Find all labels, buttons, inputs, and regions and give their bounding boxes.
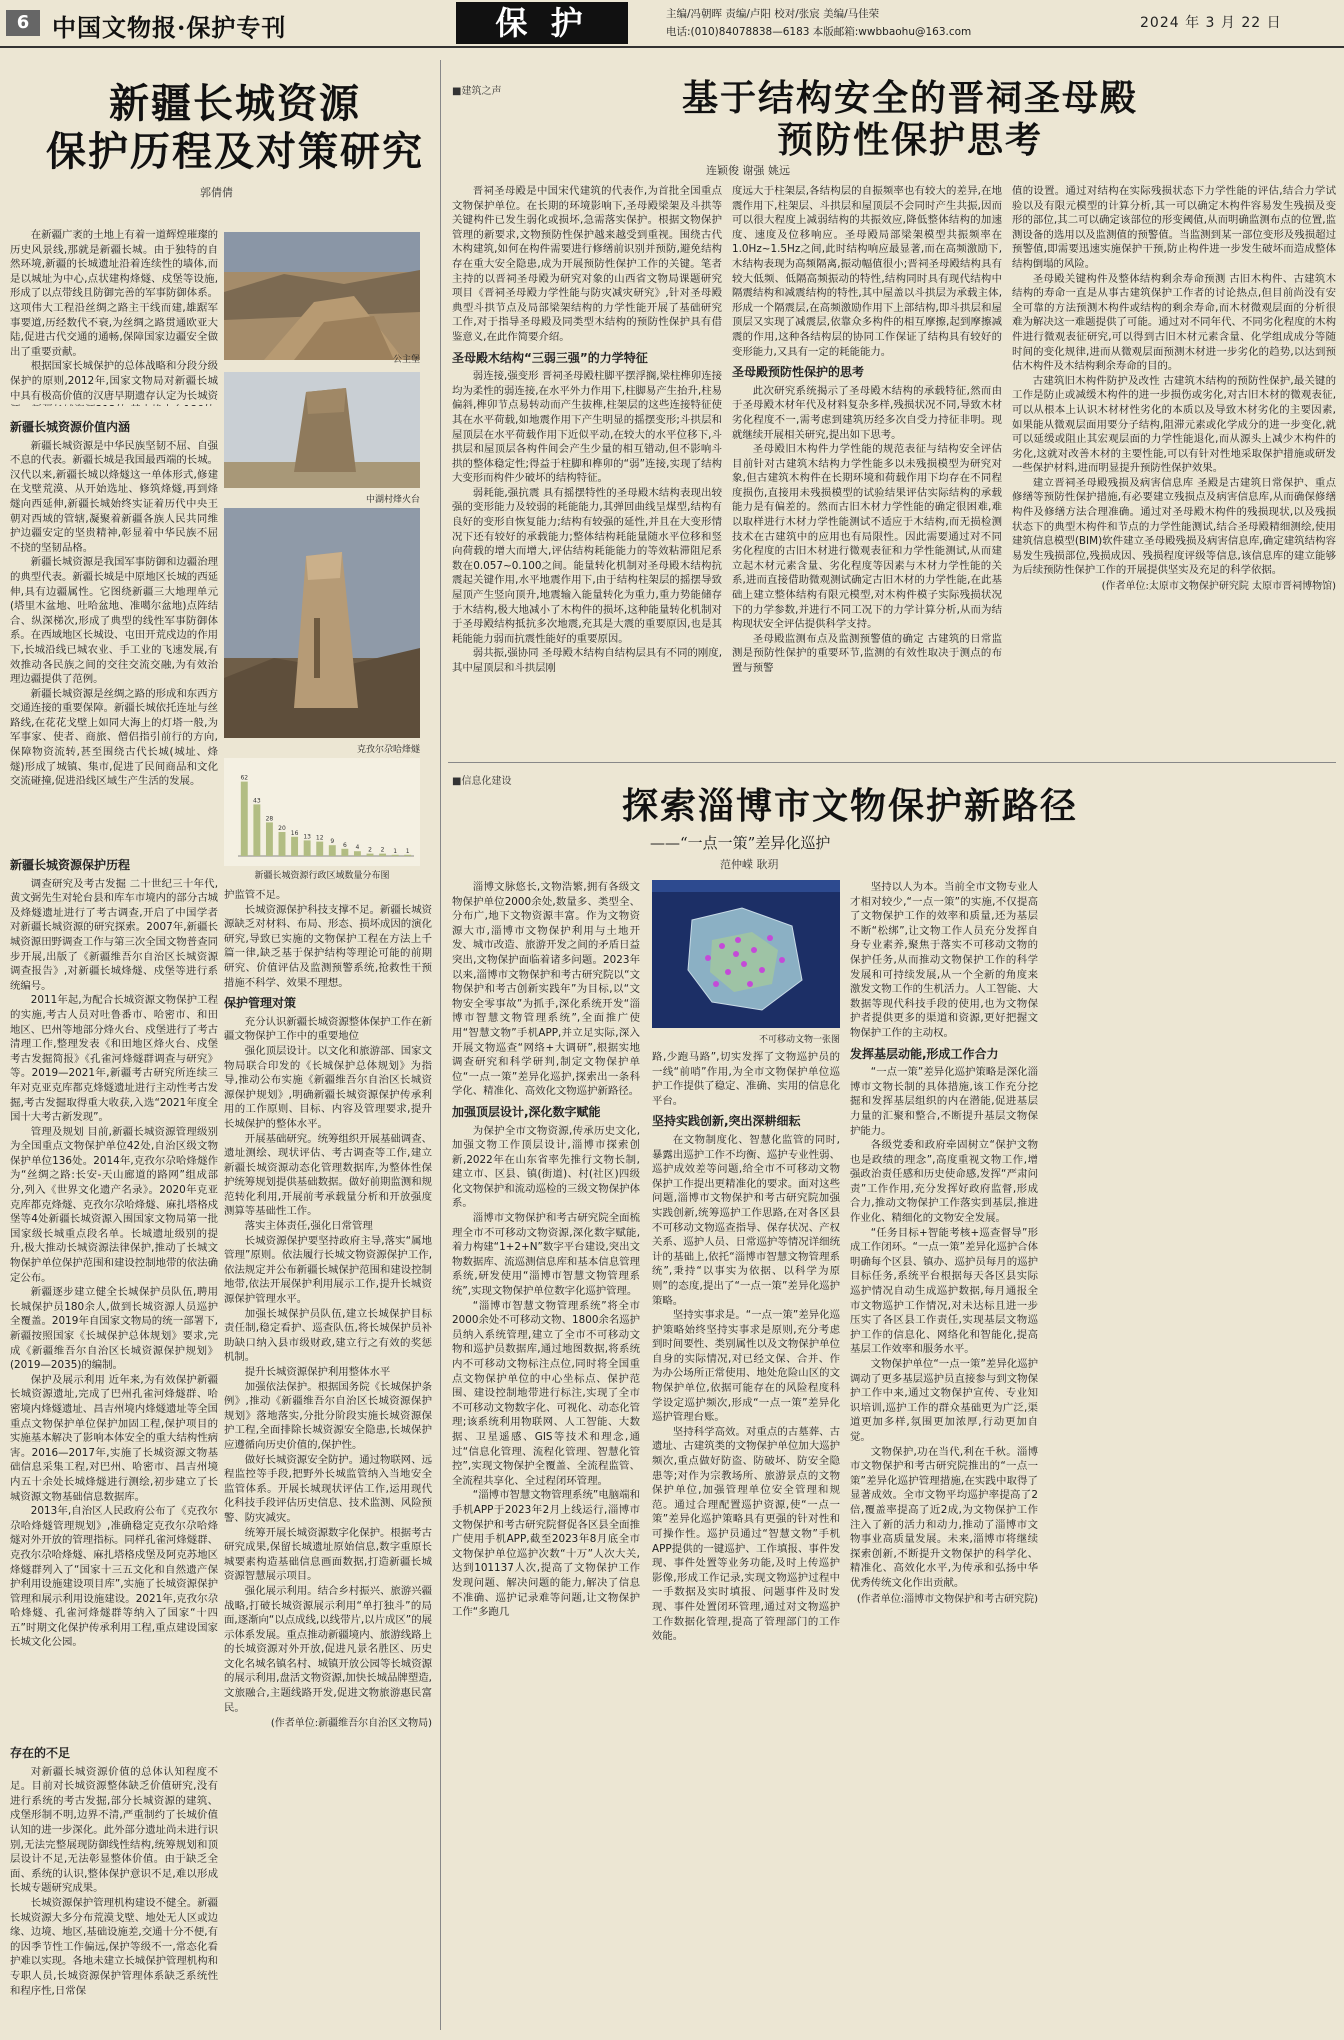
paragraph: 文物保护单位“一点一策”差异化巡护调动了更多基层巡护员直接参与到文物保护工作中来,通过文物保护宣传、专业知识培训,巡护工作的群众基础更为广泛,渠道更加多样,氛围更加浓厚,行动更加自觉。: [850, 1358, 1038, 1443]
chart-data-label: 16: [290, 829, 299, 837]
paragraph: 新疆长城资源是我国军事防御和边疆治理的典型代表。新疆长城是中原地区长城的西延伸,具有边疆属性。它图绕新疆三大地理单元(塔里木盆地、吐哈盆地、准噶尔盆地)点阵结合、纵深梯次,形成了典型的线性军事防御体系。在西域地区长城设、屯田开荒戍边的作用下,长城沿线已城农业、手工业的飞速发展,有效推动各民族之间的交往交流交融,为有效治理边疆提供了范例。: [10, 556, 218, 686]
chart-bar: [392, 855, 399, 856]
chart-data-label: 2: [368, 846, 372, 854]
photo-zhonghucun: [224, 372, 420, 488]
article1-section2: [10, 852, 218, 1732]
paragraph: 度远大于柱架层,各结构层的自振频率也有较大的差异,在地震作用下,柱架层、斗拱层和屋顶层不会同时产生共振,因而可以很大程度上减弱结构的共振效应,降低整体结构的加速度、速度及位移响应。圣母殿局部梁架模型共振频率在1.0Hz~1.5Hz之间,此时结构响应最显著,而在高频激励下,木结构表现为高频隔离,振动幅值很小;晋祠圣母殿结构具有较大低频、低隔高频振动的特性,结构同时具有现代结构中隔震结构和减震结构的特性,其中屋盖以斗拱层为承载主体,形成一个隔震层,在高频激励作用下上部结构,即斗拱层和屋顶层又实现了减震层,依靠众多构件的相互摩擦,起到摩擦减震的作用,这种各结构层的协同工作保证了结构具有较好的变形能力,又具有一定的耗能能力。: [732, 185, 1002, 358]
paragraph: 长城资源保护要坚持政府主导,落实“属地管理”原则。依法履行长城文物资源保护工作,依法规定并公布新疆长城保护范围和建设控制地带,依法开展保护利用展示工作,提升长城资源保护管理水平。: [224, 1234, 432, 1306]
phone: 电话:(010)84078838—6183 本版邮箱:wwbbaohu@163.com: [666, 26, 972, 38]
paragraph: 坚持以人为本。当前全市文物专业人才相对较少,“一点一策”的实施,不仅提高了文物保护工作的效率和质量,还为基层不断“松绑”,让文物工作人员充分发挥自身专业素养,聚焦于落实不可移动文物的保护任务,从而推动文物保护工作的科学发展和可持续发展,从一个全新的角度来激发文物工作的生机活力。人工智能、大数据等现代科技手段的使用,也为文物保护者提供更多的渠道和资源,更好把握文物保护工作的主动权。: [850, 881, 1038, 1039]
photo-kizilgaha: [224, 508, 420, 738]
caption-photo3: 克孜尔尕哈烽燧: [356, 745, 420, 755]
paragraph: 强化顶层设计。以文化和旅游部、国家文物局联合印发的《长城保护总体规划》为指导,推动公布实施《新疆维吾尔自治区长城资源保护规划》,明确新疆长城资源保护传承利用的工作原则、目标、内容及管理要求,提升长城保护的整体水平。: [224, 1044, 432, 1130]
article2-tag: ■建筑之声: [452, 86, 502, 97]
paragraph: 各级党委和政府牵固树立“保护文物也是政绩的理念”,高度重视文物工作,增强政治责任感和历史使命感,发挥“严肃问责”工作作用,充分发挥好政府监督,形成合力,推动文物保护工作落实到基层,推进作业化、精细化的文物安全发展。: [850, 1139, 1038, 1225]
paragraph: 新疆逐步建立健全长城保护员队伍,聘用长城保护员180余人,做到长城资源人员巡护全覆盖。2019年自国家文物局的统一部署下,新疆按照国家《长城保护总体规划》要求,完成《新疆维吾尔自治区长城资源保护规划》(2019—2035)的编制。: [10, 1286, 218, 1372]
chart-bar: [316, 842, 323, 856]
paragraph: “淄博市智慧文物管理系统”将全市2000余处不可移动文物、1800余名巡护员纳入系统管理,建立了全市不可移动文物和巡护员数据库,通过地图数据,将系统内不可移动文物标注点位,同时将全国重点文物保护单位的中心坐标点、保护范围、建设控制地带进行标注,实现了全市不可移动文物数字化、可视化、动态化管理;该系统利用物联网、人工智能、大数据、卫星遥感、GIS等技术和理念,通过“信息化管理、流程化管理、智慧化管控”,实现文物保护全覆盖、全流程监管、全流程共享化、全过程闭环管理。: [452, 1299, 640, 1487]
paragraph: 长城资源保护管理机构建设不健全。新疆长城资源大多分布荒漠戈壁、地处无人区或边缘、边境、地区,基础设施差,交通十分不便,有的因季节性工作偏远,保护等级不一,常态化看护难以实现。各地未建立长城保护管理机构和专职人员,长城资源保护管理体系缺乏系统性和程序性,日常保: [10, 1896, 218, 1997]
issue-date: 2024 年 3 月 22 日: [1140, 15, 1282, 31]
section-heading: 加强顶层设计,深化数字赋能: [452, 1104, 601, 1119]
article3-column2: [652, 1050, 840, 2030]
paragraph: 保护及展示利用 近年来,为有效保护新疆长城资源遗址,完成了巴州孔雀河烽燧群、哈密境内烽燧遗址、昌吉州境内烽燧遗址等全国重点文物保护单位保护加固工程,保护项目的实施基本解决了影响本体安全的重大结构性病害。2016—2017年,实施了长城资源文物基础信息采集工程,对巴州、哈密市、昌吉州境内五十余处长城烽燧进行测绘,初步建立了长城资源文物基础信息数据库。: [10, 1373, 218, 1503]
chart-bar: [266, 822, 273, 856]
chart-data-label: 12: [315, 834, 324, 842]
chart-bar: [341, 849, 348, 856]
section-heading: 发挥基层动能,形成工作合力: [850, 1046, 999, 1061]
paragraph: 建立晋祠圣母殿残损及病害信息库 圣殿是古建筑日常保护、重点修缮等预防性保护措施,有必要建立残损点及病害信息库,从而确保修缮构件及修缮方法合理准确。通过对圣母殿木构件的残损现状,以及残损状态下的典型木构件和节点的力学性能测试,结合圣母殿精细测绘,使用建筑信息模型(BIM)软件建立圣母殿残损及病害信息库,确定建筑结构容易发生残损部位,残损成因、残损程度评级等信息,该信息库的建立能够为后续预防性保护工作的开展提供坚实及充足的科学依据。: [1012, 476, 1336, 577]
paragraph: 加强依法保护。根据国务院《长城保护条例》,推动《新疆维吾尔自治区长城资源保护规划》落地落实,分批分阶段实施长城资源保护工程,全面排除长城资源安全隐患,长城保护应遵循向历史价值的,保护性。: [224, 1380, 432, 1451]
article3-author: 范仲嵘 耿玥: [720, 858, 779, 871]
chart-data-label: 62: [240, 774, 249, 782]
article2-column2: [732, 184, 1002, 754]
article3-credit: (作者单位:淄博市文物保护和考古研究院): [856, 1593, 1038, 1605]
chart-data-label: 4: [355, 844, 360, 852]
section-heading: 保护管理对策: [224, 996, 297, 1011]
chart-bar: [367, 854, 374, 856]
section-heading: 坚持实践创新,突出深耕细耘: [652, 1114, 801, 1129]
chart-bar: [354, 851, 361, 856]
paragraph: 圣母殿旧木构件力学性能的规范表征与结构安全评估 目前针对古建筑木结构力学性能多以未残损模型为研究对象,但古建筑木构件在长期环境和荷载作用下均存在不同程度损伤,直接用未残损模型的试验结果评估实际结构的承载能力是有偏差的。然而古旧木材力学性能的确定很困难,难以取样进行木材力学性能测试不适应于木结构,而无损检测技术在古建筑中的应用也有局限性。因此需要通过对不同劣化程度的古旧木材进行微观表征和力学性能测试,从而建立起木材元素含量、劣化程度等因素与木材力学性能的关系,进而直接借助微观测试确定古旧木材的力学性能,在此基础上建立整体结构有限元模型,对木构件模子实际残损状况下的力学参数,并进行不同工况下的力学计算分析,从而为结构现状安全评估提供科学支持。: [732, 443, 1002, 631]
paper-name: 中国文物报·保护专刊: [52, 13, 287, 42]
paragraph: 弱耗能,强抗震 具有摇摆特性的圣母殿木结构表现出较强的变形能力及较弱的耗能能力,其弹回曲线呈煤型,结构有良好的变形自恢复能力;结构有较强的延性,并且在大变形情况下还有较好的承载能力;整体结构耗能量随水平位移和竖向荷载的增大而增大,评估结构耗能能力的等效粘滞阻尼系数在0.057~0.100之间。能量转化机制对圣母殿木结构抗震起关键作用,水平地震作用下,由于结构柱架层的摇摆导致屋顶产生竖向顶升,地震输入能量转化为重力,重力势能储存于木结构,极大地减小了木构件的损坏,这种能量转化机制对于圣母殿结构抵抗多次地震,充其是大震的重要原因,也是其耗能能力弱而抗震性能好的重要原因。: [452, 486, 722, 645]
article3-column1: [452, 880, 640, 2030]
article2-column3: [1012, 184, 1336, 754]
paragraph: 长城资源保护科技支撑不足。新疆长城资源缺乏对材料、布局、形态、损坏成因的演化研究,导致已实施的文物保护工程在方法上千篇一律,缺乏基于保护结构等理论可能的前期研究、价值评估及监测预警系统,抢救性干预措施不科学、效果不理想。: [224, 903, 432, 989]
section-heading: 圣母殿预防性保护的思考: [732, 365, 865, 380]
chart-bar: [404, 855, 411, 856]
paragraph: 坚持实事求是。“一点一策”差异化巡护策略始终坚持实事求是原则,充分考虑到时间要性、类别属性以及文物保护单位自身的实际情况,对已经文保、合并、作为办公场所正常使用、地处危险山区的文物保护单位,依据可能存在的风险程度科学设定巡护频次,形成“一点一策”差异化巡护管理台账。: [652, 1309, 840, 1424]
landscape-image: [224, 232, 420, 360]
section-title: 保 护: [495, 4, 589, 42]
paragraph: 在文物制度化、智慧化监管的同时,暴露出巡护工作不均衡、巡护专业性弱、巡护成效差等问题,给全市不可移动文物保护工作提出更精准化的要求。面对这些问题,淄博市文物保护和考古研究院加强实践创新,统筹巡护工作思路,在对各区县不可移动文物巡查指导、保存状况、产权关系、巡护人员、日常巡护等情况详细统计的基础上,依托“淄博市智慧文物管理系统”,秉持“以事实为依据、以科学为原则”的态度,提出了“一点一策”差异化巡护策略。: [652, 1133, 840, 1307]
photo-gongzhubao: [224, 232, 420, 360]
section-heading: 圣母殿木结构“三弱三强”的力学特征: [452, 350, 648, 365]
paragraph: 坚持科学高效。对重点的古墓葬、古遗址、古建筑类的文物保护单位加大巡护频次,重点做好防盗、防破坏、防安全隐患等;对作为宗教场所、旅游景点的文物保护单位,加强管理单位安全管理和规范。通过合理配置巡护资源,使“一点一策”差异化巡护策略具有更强的针对性和可操作性。巡护员通过“智慧文物”手机APP提供的一键巡护、工作填报、事件发现、事件处置等业务功能,及时上传巡护影像,形成工作记录,实现文物巡护过程中一手数据及实时填报、问题事件及时发现、事件处置闭环管理,通过对文物巡护工作数据化管理,提高了管理部门的工作效能。: [652, 1425, 840, 1643]
paragraph: 根据国家长城保护的总体战略和分段分级保护的原则,2012年,国家文物局对新疆长城中具有极高价值的汉唐早期遗存认定为长城资: [10, 360, 218, 402]
article2-column1: [452, 184, 722, 754]
chart-bar: [304, 840, 311, 856]
article1-column-b: [224, 888, 432, 2028]
tower-image: [224, 372, 420, 488]
paragraph: 晋祠圣母殿是中国宋代建筑的代表作,为首批全国重点文物保护单位。在长期的环境影响下,圣母殿梁架及斗拱等关键构件已发生弱化或损坏,急需落实保护。根据文物保护管理的新要求,文物预防性保护越来越受到重视。围绕古代木构建筑,如何在构件需要进行修缮前识别并预防,避免结构存在重大安全隐患,成为开展预防性保护工作的关键。笔者主持的以晋祠圣母殿为研究对象的山西省文物局课题研究项目《晋祠圣母殿力学性能与防灾减灾研究》,针对圣母殿典型斗拱节点及局部梁架结构的力学性能开展了基础研究工作,对于指导圣母殿及同类型木结构的预防性保护具有借鉴意义,在此作简要介绍。: [452, 185, 722, 343]
section-heading: 新疆长城资源保护历程: [10, 858, 131, 872]
chart-data-label: 20: [278, 825, 286, 832]
paragraph: 对新疆长城资源价值的总体认知程度不足。目前对长城资源整体缺乏价值研究,没有进行系统的考古发掘,部分长城资源的建筑、戍堡形制不明,边界不清,严重制约了长城价值认知的进一步深化。此外部分遗址尚未进行识别,无法完整展现防御线性结构,统筹规划和顶层设计不足,无法彰显整体价值。由于缺乏全面、系统的认识,整体保护意识不足,难以形成长城专题研究成果。: [10, 1765, 218, 1895]
paragraph: 做好长城资源安全防护。通过物联网、远程监控等手段,把野外长城监管纳入当地安全监管体系。开展长城现状评估工作,运用现代化科技手段评估历史信息、技术监测、风险预警、防灾减灾。: [224, 1453, 432, 1524]
chart-data-label: 43: [253, 797, 261, 805]
paragraph: 弱共振,强协同 圣母殿木结构自结构层具有不同的刚度,其中屋顶层和斗拱层刚: [452, 647, 722, 674]
article1-title-line2: 保护历程及对策研究: [46, 128, 424, 175]
chart-svg: [224, 758, 420, 866]
editors: 主编/冯朝晖 责编/卢阳 校对/张宸 美编/马佳荣: [666, 8, 880, 20]
paragraph: 淄博市文物保护和考古研究院全面梳理全市不可移动文物资源,深化数字赋能,着力构建“1+2+N”数字平台建设,突出文物数据库、流巡测信息库和基本信息管理系统,研发使用“淄博市智慧文物管理系统”,实现文物保护单位数字化巡护管理。: [452, 1212, 640, 1298]
paragraph: 弱连接,强变形 晋祠圣母殿柱脚平摆浮搁,梁柱榫卯连接均为柔性的弱连接,在水平外力作用下,柱脚易产生抬升,柱易偏斜,榫卯节点易转动而产生拔榫,柱架层的这些连接特征使其在水平荷载,如地震作用下产生明显的摇摆变形;斗拱层和屋顶层在水平荷载作用下近似平动,在较大的水平位移下,斗拱层和屋顶层各构件间会产生少量的相互错动,但不影响斗拱的整体稳定性;得益于柱脚和榫卯的“弱”连接,实现了结构大变形而构件少破坏的结构特征。: [452, 370, 722, 485]
article1-section3: [10, 1740, 218, 2030]
page-number: 6: [6, 10, 40, 36]
paragraph: 2013年,自治区人民政府公布了《克孜尔尕哈烽燧管理规划》,准确稳定克孜尔尕哈烽燧对外开放的管理指标。同样孔雀河烽燧群、克孜尔尕哈烽燧、麻扎塔格戍堡及阿克苏地区烽燧群列入了“国家十三五文化和自然遗产保护利用设施建设项目库”,实施了长城资源保护管理和展示利用设施建设。2021年,克孜尔尕哈烽燧、孔雀河烽燧群等纳入了国家“十四五”时期文化保护传承利用工程,重点建设国家长城文化公园。: [10, 1505, 218, 1649]
chart-bar: [379, 854, 386, 856]
paragraph: 古建筑旧木构件防护及改性 古建筑木结构的预防性保护,最关键的工作是防止或减缓木构件的进一步损伤或劣化,对古旧木材的微观表征,可以从根本上认识木材材性劣化的本质以及导致木材劣化的主要因素,如果能从微观层面用要分子结构,阻滞元素或化学成分的进一步变化,就可以延缓或阻止其宏观层面的力学性能退化,而从源头上减少木构件的劣化,这就对改善木材的主要性能,可以有针对性地采取保护措施或研发一些保护材料,进而明显提升预防性保护效果。: [1012, 374, 1336, 475]
relic-map-svg: [652, 880, 840, 1028]
article1-intro: [10, 228, 218, 406]
chart-bar: [291, 837, 298, 856]
chart-data-label: 13: [303, 833, 311, 841]
article3-title: 探索淄博市文物保护新路径: [621, 785, 1078, 827]
paragraph: 值的设置。通过对结构在实际残损状态下力学性能的评估,结合力学试验以及有限元模型的计算分析,其一可以确定木构件容易发生残损及变形的部位,其二可以确定该部位的形变阈值,从而明确监测布点的位置,监测设备的选用以及监测值的预警值。当监测到某一部位变形及残损超过预警值,即需要迅速实施保护干预,防止构件进一步发生破坏而造成整体结构倒塌的风险。: [1012, 185, 1336, 270]
chart-data-label: 1: [405, 847, 410, 855]
caption-photo2: 中湖村烽火台: [365, 495, 420, 505]
article2-title-line2: 预防性保护思考: [776, 119, 1043, 161]
paragraph: 充分认识新疆长城资源整体保护工作在新疆文物保护工作中的重要地位: [224, 1015, 432, 1043]
paragraph: 文物保护,功在当代,利在千秋。淄博市文物保护和考古研究院推出的“一点一策”差异化巡护管理措施,在实践中取得了显著成效。全市文物平均巡护率提高了2倍,覆盖率提高了近2成,为文物保护工作注入了新的活力和动力,推动了淄博市文物事业高质量发展。未来,淄博市将继续探索创新,不断提升文物保护的科学化、精准化、高效化水平,为传承和弘扬中华优秀传统文化作出贡献。: [850, 1445, 1038, 1589]
paragraph: 护监管不足。: [224, 889, 287, 901]
caption-photo1: 公主堡: [392, 355, 420, 365]
article3-subtitle: ——“一点一策”差异化巡护: [650, 834, 831, 852]
caption-map: 不可移动文物一张图: [758, 1035, 840, 1045]
paragraph: 管理及规划 目前,新疆长城资源管理级别为全国重点文物保护单位42处,自治区级文物保护单位136处。2014年,克孜尔尕哈烽燧作为“丝绸之路:长安-天山廊道的路网”组成部分,列入《世界文化遗产名录》。2020年克亚克库都克烽燧、克孜尔尕哈烽燧、麻扎塔格戍堡等4处新疆长城资源入围国家文物局第一批国家级长城重点段名单。长城遗址级别的提升,极大推动长城资源法律保护,推动了长城文物保护单位保护范围和建设控制地带的依法确定公布。: [10, 1125, 218, 1284]
paragraph: 为保护全市文物资源,传承历史文化,加强文物工作顶层设计,淄博市探索创新,2022年在山东省率先推行文物长制,建立市、区县、镇(街道)、村(社区)四级化文物保护和流动巡检的三级文物保护体系。: [452, 1124, 640, 1210]
paragraph: 新疆长城资源是丝绸之路的形成和东西方交通连接的重要保障。新疆长城依托连址与丝路线,在花花戈壁上如同大海上的灯塔一般,为军事家、使者、商旅、僧侣指引前行的方向,保障物资流转,甚至围绕古代长城(城址、烽燧)形成了城镇、集市,促进了民间商品和文化交流碰撞,促进沿线区域生产生活的发展。: [10, 687, 218, 788]
paragraph: 提升长城资源保护利用整体水平: [244, 1366, 391, 1378]
paragraph: 圣母殿关键构件及整体结构剩余寿命预测 古旧木构件、古建筑木结构的寿命一直是从事古建筑保护工作者的讨论热点,但目前尚没有安全可靠的方法预测木构件或结构的剩余寿命,而木材微观层面的分析很难为解决这一难题提供了可能。通过对不同年代、不同劣化程度的木构件进行微观表征研究,可以得到古旧木材元素含量、化学组成成分等随时间的变化规律,进而从微观层面预测木材进一步劣化的趋势,以达到预估木构件及木结构剩余寿命的目的。: [1012, 272, 1336, 373]
paragraph: “任务目标+智能考核+巡查督导”形成工作闭环。“一点一策”差异化巡护合体明确每个区县、镇办、巡护员每月的巡护目标任务,系统平台根据每天各区县实际巡护情况自动生成巡护数据,每月通报全市文物巡护工作情况,对未达标且进一步压实了各区县工作责任,实现基层文物巡护工作的信息化、网络化和智能化,提高基层工作效率和服务水平。: [850, 1226, 1038, 1356]
chart-data-label: 28: [265, 815, 274, 823]
article1-title-line1: 新疆长城资源: [109, 80, 361, 127]
chart-data-label: 1: [393, 847, 398, 855]
article3-tag: ■信息化建设: [452, 776, 512, 787]
article1-section1: [10, 414, 218, 844]
chart-bar: [279, 832, 286, 856]
section-heading: 新疆长城资源价值内涵: [10, 420, 131, 434]
article2-title-line1: 基于结构安全的晋祠圣母殿: [681, 77, 1138, 119]
chart-bar: [241, 782, 248, 856]
paragraph: “淄博市智慧文物管理系统”电脑端和手机APP于2023年2月上线运行,淄博市文物保护和考古研究院督促各区县全面推广使用手机APP,截至2023年8月底全市文物保护单位巡护次数“十万”人次大关,达到101137人次,提高了文物保护工作发现问题、解决问题的能力,解决了信息不准确、巡护记录难等问题,让文物保护工作“多跑几: [452, 1489, 640, 1619]
paragraph: 新疆长城资源是中华民族坚韧不屈、自强不息的代表。新疆长城是我国最西端的长城。汉代以来,新疆长城以烽燧这一单体形式,修建在戈壁荒漠、从开始选址、修筑烽燧,再到烽燧向西延伸,新疆长城始终实证着历代中央王朝对西域的管辖,凝聚着新疆各族人民共同维护边疆安定的坚贵精神,彰显着中华民族不屈不挠的坚韧品格。: [10, 439, 218, 554]
chart-data-label: 2: [380, 846, 385, 854]
paragraph: 统筹开展长城资源数字化保护。根据考古研究成果,保留长城遗址原始信息,数字重原长城要素构造基础信息画面数据,打造新疆长城资源智慧展示项目。: [224, 1526, 432, 1583]
beacon-tower-image: [224, 508, 420, 738]
map-image: [652, 880, 840, 1028]
caption-chart: 新疆长城资源行政区域数量分布图: [254, 871, 390, 881]
paragraph: 开展基础研究。统筹组织开展基础调查、遗址测绘、现状评估、考古调查等工作,建立新疆长城资源动态化管理数据库,为整体性保护统筹规划提供基础数据。做好前期监测和规范转化利用,开展前考承载量分析和开放强度测算等基础性工作。: [224, 1132, 432, 1218]
section-heading: 存在的不足: [10, 1746, 71, 1760]
paragraph: 2011年起,为配合长城资源文物保护工程的实施,考古人员对吐鲁番市、哈密市、和田地区、巴州等地部分烽火台、戍堡进行了考古清理工作,整理发表《和田地区烽火台、戍堡考古发掘简报》《孔雀河烽燧群调查与研究》等。2019—2021年,新疆考古研究所连续三年对克亚克库都克烽燧遗址进行主动性考古发掘,考古发掘取得重大收获,入选“2021年度全国十大考古新发现”。: [10, 994, 218, 1124]
article1-author: 郭倩倩: [200, 186, 233, 199]
paragraph: 调查研究及考古发掘 二十世纪三十年代,黄文弼先生对轮台县和库车市境内的部分古城及烽燧遗址进行了考古调查,开启了中国学者对新疆长城资源的研究探索。2007年,新疆长城资源田野调查工作与第三次全国文物普查同步开展,出版了《新疆维吾尔自治区长城资源调查报告》,对新疆长城烽燧、戍堡等进行系统编号。: [10, 877, 218, 992]
article2-credit: (作者单位:太原市文物保护研究院 太原市晋祠博物馆): [1101, 581, 1336, 593]
article2-author: 连颖俊 谢强 姚远: [706, 164, 790, 177]
article3-column3: [850, 880, 1038, 2030]
paragraph: “一点一策”差异化巡护策略是深化淄博市文物长制的具体措施,该工作充分挖掘和发挥基层组织的内在潜能,促进基层力量的汇聚和整合,不断提升基层文物保护能力。: [850, 1066, 1038, 1137]
paragraph: 圣母殿监测布点及监测预警值的确定 古建筑的日常监测是预防性保护的重要环节,监测的有效性取决于测点的布置与预警: [732, 632, 1002, 674]
paragraph: 在新疆广袤的土地上有着一道辉煌璀璨的历史风景线,那就是新疆长城。由于独特的自然环境,新疆的长城遗址沿着连续性的墙体,而是以城址为中心,点状建构烽燧、戍堡等设施,形成了以点带线且防御完善的军事防御体系。这项伟大工程沿丝绸之路主干线而建,雄踞军事要道,历经数代不衰,为丝绸之路贯通欧亚大陆,促进古代交通的通畅,保障国家边疆安全做出了重要贡献。: [10, 229, 218, 358]
chart-bar: [253, 804, 260, 856]
article1-credit: (作者单位:新疆维吾尔自治区文物局): [270, 1718, 432, 1730]
paragraph: 强化展示利用。结合乡村振兴、旅游兴疆战略,打破长城资源展示利用“单打独斗”的局面,逐渐向“以点成线,以线带片,以片成区”的展示体系发展。重点推动新疆境内、旅游线路上的长城资源对外开放,促进凡景名胜区、历史文化名城名镇名村、城镇开放公园等长城资源的展示利用,盘活文物资源,加快长城品牌塑造,文旅融合,主题线路开发,促进文物旅游惠民富民。: [224, 1584, 432, 1714]
paragraph: 淄博文脉悠长,文物浩繁,拥有各级文物保护单位2000余处,数量多、类型全、分布广,地下文物资源丰富。作为文物资源大市,淄博市文物保护利用与土地开发、城市改造、旅游开发之间的矛盾日益突出,文物保护面临着诸多问题。2023年以来,淄博市文物保护和考古研究院以“文物保护和考古创新实践年”为目标,以“文物安全零事故”为抓手,深化系统开发“淄博市智慧文物管理系统”,全面推广使用“智慧文物”手机APP,并立足实际,深入开展文物巡查“网络+大调研”,根据实地调查研究和科学研判,制定文物保护单位“一点一策”差异化巡护,探索出一条科学化、精准化、高效化文物巡护新路径。: [452, 881, 640, 1098]
chart-bar: [329, 845, 336, 856]
paragraph: 加强长城保护员队伍,建立长城保护目标责任制,稳定看护、巡查队伍,将长城保护员补助缺口纳入县市级财政,建立行之有效的奖惩机制。: [224, 1307, 432, 1364]
chart-data-label: 6: [342, 841, 347, 849]
region-distribution-chart: [224, 758, 420, 866]
paragraph: 落实主体责任,强化日常管理: [244, 1220, 373, 1233]
paragraph: 此次研究系统揭示了圣母殿木结构的承载特征,然而由于圣母殿木材年代及材料复杂多样,残损状况不同,导致木材劣化程度不一,需考虑到建筑历经多次自受力持征非明。现就继续开展相关研究,提出如下思考。: [732, 384, 1002, 441]
chart-data-label: 9: [330, 838, 335, 846]
masthead: [0, 0, 1344, 44]
paragraph: 路,少跑马路”,切实发挥了文物巡护员的一线“前哨”作用,为全市文物保护单位巡护工作提供了稳定、准确、实用的信息化平台。: [652, 1051, 840, 1107]
